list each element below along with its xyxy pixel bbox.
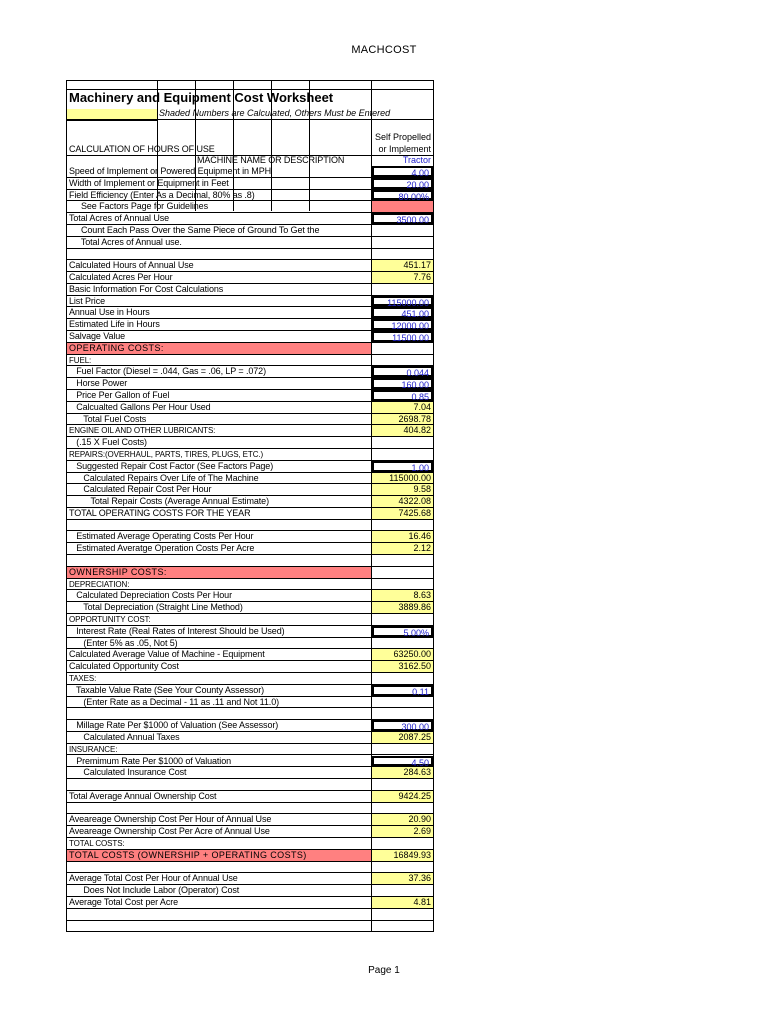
- input-cell[interactable]: [372, 213, 433, 224]
- value-cell: [372, 272, 433, 283]
- worksheet-row: [67, 744, 433, 756]
- value-cell: [372, 590, 433, 601]
- value-cell: [372, 508, 433, 519]
- row-label: Salvage Value: [69, 331, 126, 342]
- worksheet-row: [67, 638, 433, 650]
- row-value[interactable]: 4.50: [411, 757, 429, 768]
- row-label: Taxable Value Rate (See Your County Assessor): [69, 684, 264, 695]
- worksheet-row: [67, 779, 433, 791]
- row-label: REPAIRS:(OVERHAUL, PARTS, TIRES, PLUGS, ETC.): [69, 449, 264, 459]
- worksheet-row: [67, 685, 433, 697]
- row-label: DEPRECIATION:: [69, 579, 130, 589]
- input-cell[interactable]: [372, 626, 433, 637]
- column-header-line2: or Implement: [378, 144, 431, 154]
- row-value: 115000.00: [389, 472, 431, 483]
- row-label: Basic Information For Cost Calculations: [69, 283, 224, 294]
- value-cell: [372, 531, 433, 542]
- worksheet-row: [67, 862, 433, 874]
- value-cell: [372, 779, 433, 790]
- row-label: INSURANCE:: [69, 744, 118, 754]
- input-cell[interactable]: [372, 166, 433, 177]
- row-value: 451.17: [403, 260, 431, 271]
- row-label: (.15 X Fuel Costs): [69, 437, 147, 448]
- row-label: Interest Rate (Real Rates of Interest Should be Used): [69, 625, 285, 636]
- row-label: Estimated Average Operating Costs Per Hour: [69, 531, 254, 542]
- worksheet-row: [67, 732, 433, 744]
- value-cell: [372, 284, 433, 295]
- worksheet-row: [67, 720, 433, 732]
- input-cell[interactable]: [372, 319, 433, 330]
- row-value[interactable]: 11500.00: [392, 333, 429, 344]
- row-value: 3889.86: [398, 602, 431, 613]
- row-value[interactable]: 0.85: [411, 392, 429, 402]
- value-cell: [372, 814, 433, 825]
- value-cell: [372, 343, 433, 354]
- row-value: 7.04: [413, 401, 431, 412]
- row-label: Average Total Cost per Acre: [69, 896, 179, 907]
- value-cell: [372, 249, 433, 260]
- row-label: Total Fuel Costs: [69, 413, 147, 424]
- row-value[interactable]: 5.00%: [403, 627, 429, 638]
- row-label: Total Depreciation (Straight Line Method): [69, 602, 243, 613]
- input-cell[interactable]: [372, 296, 433, 307]
- worksheet-row: [67, 803, 433, 815]
- row-value[interactable]: 115000.00: [387, 297, 429, 308]
- row-value: 2.69: [413, 826, 431, 837]
- value-cell: [372, 260, 433, 271]
- row-label: Calculated Hours of Annual Use: [69, 260, 194, 271]
- worksheet-row: [67, 531, 433, 543]
- value-cell: [372, 885, 433, 896]
- input-cell[interactable]: [372, 720, 433, 731]
- row-value[interactable]: 12000.00: [391, 321, 429, 332]
- value-cell: [372, 673, 433, 684]
- value-cell: [372, 649, 433, 660]
- row-label: Calculated Acres Per Hour: [69, 272, 173, 283]
- worksheet-row: [67, 190, 433, 202]
- worksheet-row: [67, 791, 433, 803]
- machine-name-label: MACHINE NAME OR DESCRIPTION: [197, 155, 345, 165]
- value-cell: [372, 414, 433, 425]
- worksheet-row: [67, 425, 433, 437]
- value-cell: [372, 826, 433, 837]
- column-header-line1: Self Propelled: [374, 132, 431, 142]
- row-label: FUEL:: [69, 355, 92, 365]
- row-value: 16.46: [408, 531, 431, 542]
- value-cell: [372, 237, 433, 248]
- value-cell: [372, 473, 433, 484]
- row-value[interactable]: 3500.00: [396, 215, 429, 226]
- worksheet-row: [67, 626, 433, 638]
- value-cell: [372, 909, 433, 920]
- row-label: Calculated Repairs Over Life of The Machine: [69, 472, 259, 483]
- value-cell: [372, 897, 433, 908]
- row-label: OPPORTUNITY COST:: [69, 615, 151, 625]
- value-cell: [372, 555, 433, 566]
- row-label: Total Acres of Annual Use: [69, 213, 170, 224]
- worksheet-row: [67, 909, 433, 921]
- value-cell: [372, 355, 433, 366]
- row-label: Calculated Insurance Cost: [69, 767, 187, 778]
- row-label: Premimum Rate Per $1000 of Valuation: [69, 755, 232, 766]
- row-label: Field Efficiency (Enter As a Decimal, 80% as .8): [69, 189, 255, 200]
- input-cell[interactable]: [372, 307, 433, 318]
- worksheet-row: [67, 461, 433, 473]
- value-cell: [372, 838, 433, 849]
- worksheet-row: [67, 249, 433, 261]
- row-value[interactable]: 80.00%: [398, 191, 429, 202]
- worksheet-row: [67, 897, 433, 909]
- worksheet-row: [67, 602, 433, 614]
- row-label: OWNERSHIP COSTS:: [69, 566, 167, 577]
- worksheet-row: [67, 850, 433, 862]
- worksheet-row: [67, 296, 433, 308]
- row-label: Count Each Pass Over the Same Piece of Ground To Get the: [69, 224, 320, 235]
- row-value[interactable]: 451.00: [401, 309, 429, 320]
- row-label: Calcualted Gallons Per Hour Used: [69, 401, 211, 412]
- row-label: Millage Rate Per $1000 of Valuation (See Assessor): [69, 720, 279, 731]
- row-value: 16849.93: [393, 849, 431, 860]
- value-cell: [372, 520, 433, 531]
- value-cell: [372, 225, 433, 236]
- row-label: See Factors Page for Guidelines: [69, 201, 208, 212]
- worksheet-row: [67, 649, 433, 661]
- value-cell: [372, 708, 433, 719]
- row-label: Total Average Annual Ownership Cost: [69, 790, 217, 801]
- worksheet-row: [67, 885, 433, 897]
- input-cell[interactable]: [372, 756, 433, 767]
- row-label: OPERATING COSTS:: [69, 342, 164, 353]
- worksheet-row: [67, 390, 433, 402]
- value-cell: [372, 791, 433, 802]
- worksheet-row: [67, 331, 433, 343]
- value-cell: [372, 803, 433, 814]
- value-cell: [372, 638, 433, 649]
- worksheet-row: [67, 767, 433, 779]
- row-label: Aveareage Ownership Cost Per Hour of Annual Use: [69, 814, 272, 825]
- worksheet-row: [67, 402, 433, 414]
- row-label: ENGINE OIL AND OTHER LUBRICANTS:: [69, 426, 216, 436]
- worksheet-row: [67, 378, 433, 390]
- row-value: 4322.08: [398, 496, 431, 507]
- row-value[interactable]: 20.00: [406, 179, 429, 190]
- row-label: Total Acres of Annual use.: [69, 236, 182, 247]
- worksheet-title: Machinery and Equipment Cost Worksheet: [69, 90, 334, 105]
- worksheet-row: [67, 697, 433, 709]
- row-value[interactable]: 0.044: [406, 368, 429, 379]
- row-label: Estimated Averatge Operation Costs Per Acre: [69, 543, 255, 554]
- worksheet: [66, 80, 434, 932]
- row-label: Average Total Cost Per Hour of Annual Use: [69, 873, 238, 884]
- header-row: [67, 81, 433, 90]
- worksheet-row: [67, 166, 433, 178]
- worksheet-row: [67, 661, 433, 673]
- row-value: 2087.25: [398, 731, 431, 742]
- row-label: Does Not Include Labor (Operator) Cost: [69, 885, 240, 896]
- row-label: TOTAL COSTS:: [69, 839, 125, 849]
- worksheet-row: [67, 814, 433, 826]
- worksheet-row: [67, 508, 433, 520]
- value-cell: [372, 850, 433, 861]
- worksheet-row: [67, 201, 433, 213]
- value-cell: [372, 437, 433, 448]
- input-cell[interactable]: [372, 685, 433, 696]
- row-value[interactable]: 0.11: [412, 686, 429, 697]
- value-cell: [372, 767, 433, 778]
- worksheet-row: [67, 756, 433, 768]
- worksheet-row: [67, 225, 433, 237]
- worksheet-row: [67, 437, 433, 449]
- value-cell: [372, 602, 433, 613]
- row-label: Speed of Implement or Powered Equipment in MPH: [69, 166, 272, 176]
- row-value: 404.82: [403, 425, 431, 436]
- row-label: Calculated Opportunity Cost: [69, 661, 179, 672]
- worksheet-row: [67, 319, 433, 331]
- value-cell: [372, 862, 433, 873]
- worksheet-row: [67, 826, 433, 838]
- row-value: 4.81: [413, 896, 431, 907]
- row-label: (Enter 5% as .05, Not 5): [69, 637, 178, 648]
- row-value: 7425.68: [398, 507, 431, 518]
- row-value: 2.12: [413, 543, 431, 554]
- value-cell: [372, 484, 433, 495]
- page-header: MACHCOST: [351, 44, 417, 56]
- row-label: Width of Implement or Equipment in Feet: [69, 177, 229, 188]
- row-label: Calculated Average Value of Machine - Equipment: [69, 649, 265, 660]
- row-value: 9.58: [413, 484, 431, 495]
- page-footer: Page 1: [368, 965, 400, 976]
- input-cell[interactable]: [372, 178, 433, 189]
- grid-line: [67, 155, 433, 156]
- value-cell: [372, 543, 433, 554]
- row-label: (Enter Rate as a Decimal - 11 as .11 and Not 11.0): [69, 696, 280, 707]
- row-value: 9424.25: [398, 790, 431, 801]
- value-cell: [372, 579, 433, 590]
- row-label: Calculated Annual Taxes: [69, 731, 180, 742]
- value-cell: [372, 661, 433, 672]
- worksheet-row: [67, 579, 433, 591]
- value-cell: [372, 697, 433, 708]
- row-label: Price Per Gallon of Fuel: [69, 390, 170, 400]
- worksheet-row: [67, 520, 433, 532]
- row-label: Suggested Repair Cost Factor (See Factors Page): [69, 460, 274, 471]
- input-cell[interactable]: [372, 331, 433, 342]
- worksheet-row: [67, 543, 433, 555]
- worksheet-row: [67, 614, 433, 626]
- value-cell: [372, 402, 433, 413]
- row-label: List Price: [69, 295, 106, 306]
- row-label: Horse Power: [69, 378, 128, 389]
- row-label: TOTAL OPERATING COSTS FOR THE YEAR: [69, 507, 251, 518]
- worksheet-row: [67, 414, 433, 426]
- value-cell: [372, 496, 433, 507]
- worksheet-row: [67, 355, 433, 367]
- worksheet-row: [67, 673, 433, 685]
- worksheet-row: [67, 272, 433, 284]
- worksheet-row: [67, 260, 433, 272]
- row-label: TOTAL COSTS (OWNERSHIP + OPERATING COSTS): [69, 849, 307, 860]
- row-label: Estimated Life in Hours: [69, 319, 160, 330]
- row-value[interactable]: 4.00: [411, 168, 429, 178]
- row-label: Fuel Factor (Diesel = .044, Gas = .06, LP = .072): [69, 366, 266, 377]
- value-cell: [372, 425, 433, 436]
- worksheet-row: [67, 496, 433, 508]
- worksheet-row: [67, 567, 433, 579]
- row-value[interactable]: 160.00: [401, 380, 429, 391]
- row-value[interactable]: 300.00: [401, 722, 429, 733]
- input-cell[interactable]: [372, 461, 433, 472]
- input-cell[interactable]: [372, 190, 433, 201]
- legend-text: Shaded Numbers are Calculated, Others Must be Entered: [159, 108, 391, 118]
- row-label: Calculated Repair Cost Per Hour: [69, 484, 212, 495]
- value-cell: [372, 744, 433, 755]
- machine-name-value[interactable]: Tractor: [402, 155, 431, 165]
- row-value: 63250.00: [393, 649, 431, 660]
- worksheet-row: [67, 307, 433, 319]
- worksheet-row: [67, 237, 433, 249]
- worksheet-row: [67, 484, 433, 496]
- worksheet-row: [67, 708, 433, 720]
- row-value: 20.90: [408, 814, 431, 825]
- row-value: 284.63: [403, 767, 431, 778]
- row-value: 8.63: [413, 590, 431, 601]
- row-label: Annual Use in Hours: [69, 307, 150, 318]
- row-label: Aveareage Ownership Cost Per Acre of Annual Use: [69, 826, 270, 837]
- value-cell: [372, 567, 433, 578]
- worksheet-row: [67, 449, 433, 461]
- worksheet-row: [67, 366, 433, 378]
- input-cell[interactable]: [372, 390, 433, 401]
- grid-line: [67, 119, 433, 120]
- value-cell[interactable]: [372, 201, 433, 212]
- worksheet-row: [67, 343, 433, 355]
- worksheet-row: [67, 838, 433, 850]
- value-cell: [372, 873, 433, 884]
- row-label: TAXES:: [69, 673, 97, 683]
- input-cell[interactable]: [372, 378, 433, 389]
- row-value: 2698.78: [398, 413, 431, 424]
- row-value: 37.36: [408, 873, 431, 884]
- worksheet-row: [67, 555, 433, 567]
- row-label: Total Repair Costs (Average Annual Estimate): [69, 496, 269, 507]
- row-value[interactable]: 1.00: [411, 462, 429, 473]
- row-label: Calculated Depreciation Costs Per Hour: [69, 590, 232, 601]
- value-cell: [372, 732, 433, 743]
- worksheet-row: [67, 873, 433, 885]
- input-cell[interactable]: [372, 366, 433, 377]
- row-value: 7.76: [413, 272, 431, 283]
- worksheet-row: [67, 473, 433, 485]
- row-value: 3162.50: [398, 661, 431, 672]
- section-hours-title: CALCULATION OF HOURS OF USE: [69, 144, 215, 154]
- value-cell: [372, 449, 433, 460]
- worksheet-row: [67, 178, 433, 190]
- value-cell: [372, 614, 433, 625]
- worksheet-row: [67, 284, 433, 296]
- worksheet-row: [67, 590, 433, 602]
- worksheet-row: [67, 213, 433, 225]
